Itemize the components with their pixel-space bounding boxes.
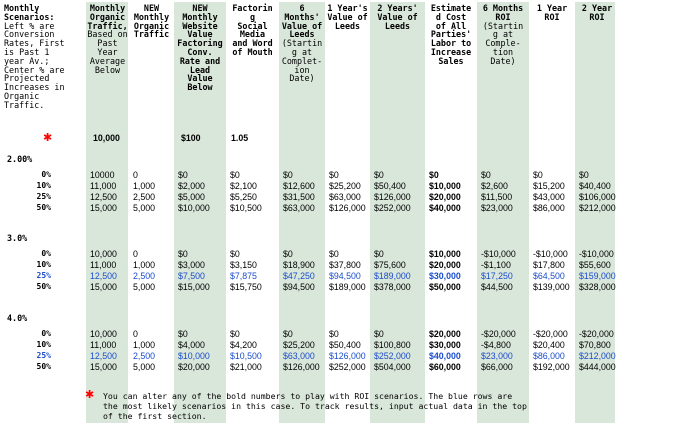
cell-one-year-roi: $64,500 xyxy=(533,271,565,281)
cell-one-year-value: $189,000 xyxy=(329,282,366,292)
cell-social-media: $0 xyxy=(230,170,240,180)
cell-six-months-roi: $23,000 xyxy=(481,351,513,361)
cell-two-year-roi: $328,000 xyxy=(579,282,616,292)
cell-new-organic-traffic: 1,000 xyxy=(133,260,156,270)
cell-organic-traffic: 11,000 xyxy=(90,181,117,191)
cell-two-years-value: $252,000 xyxy=(374,351,411,361)
cell-labor-cost: $20,000 xyxy=(429,260,461,270)
cell-social-media: $3,150 xyxy=(230,260,257,270)
cell-website-value: $5,000 xyxy=(178,192,205,202)
column-header-organic-traffic xyxy=(87,4,128,74)
cell-labor-cost: $20,000 xyxy=(429,192,461,202)
cell-one-year-roi: $17,800 xyxy=(533,260,565,270)
cell-labor-cost: $30,000 xyxy=(429,340,461,350)
cell-two-year-roi: $444,000 xyxy=(579,362,616,372)
cell-two-year-roi: $212,000 xyxy=(579,351,616,361)
cell-organic-traffic: 10,000 xyxy=(90,249,117,259)
cell-labor-cost: $10,000 xyxy=(429,249,461,259)
cell-one-year-roi: $20,400 xyxy=(533,340,565,350)
cell-website-value: $15,000 xyxy=(178,282,210,292)
cell-website-value: $0 xyxy=(178,329,188,339)
cell-organic-traffic: 12,500 xyxy=(90,192,117,202)
cell-six-months-roi: -$4,800 xyxy=(481,340,511,350)
cell-website-value: $10,000 xyxy=(178,203,210,213)
column-header-six-months-roi-title: 6 Months ROI xyxy=(482,3,524,22)
scenario-row-percent: 25% xyxy=(36,271,51,280)
cell-six-months-value: $63,000 xyxy=(283,351,315,361)
cell-organic-traffic: 11,000 xyxy=(90,340,117,350)
cell-social-media: $10,500 xyxy=(230,351,262,361)
cell-labor-cost: $40,000 xyxy=(429,351,461,361)
input-lead-value: $100 xyxy=(181,133,201,143)
column-header-social-media-title: Factorin g Social Media and Word of Mouth xyxy=(232,3,273,57)
cell-website-value: $2,000 xyxy=(178,181,205,191)
cell-six-months-value: $126,000 xyxy=(283,362,320,372)
cell-social-media: $15,750 xyxy=(230,282,262,292)
cell-six-months-roi: -$10,000 xyxy=(481,249,516,259)
cell-new-organic-traffic: 5,000 xyxy=(133,362,156,372)
cell-six-months-value: $0 xyxy=(283,170,293,180)
column-header-two-year-roi-title: 2 Year ROI xyxy=(581,3,613,22)
cell-website-value: $3,000 xyxy=(178,260,205,270)
cell-one-year-roi: $0 xyxy=(533,170,543,180)
column-header-scenario-label-detail: Left % are Conversion Rates, First is Past 1 year Av.; Center % are Projected Increases in Organic Traffic. xyxy=(4,20,65,110)
cell-new-organic-traffic: 1,000 xyxy=(133,340,156,350)
cell-new-organic-traffic: 2,500 xyxy=(133,271,156,281)
cell-two-years-value: $0 xyxy=(374,249,384,259)
cell-one-year-value: $126,000 xyxy=(329,203,366,213)
cell-one-year-roi: $192,000 xyxy=(533,362,570,372)
column-header-one-year-value xyxy=(326,4,369,30)
cell-organic-traffic: 11,000 xyxy=(90,260,117,270)
cell-organic-traffic: 12,500 xyxy=(90,351,117,361)
column-header-one-year-roi-title: 1 Year ROI xyxy=(536,3,568,22)
cell-six-months-roi: $44,500 xyxy=(481,282,513,292)
cell-six-months-roi: $66,000 xyxy=(481,362,513,372)
column-header-two-years-value-title: 2 Years' Value of Leeds xyxy=(377,3,418,31)
scenario-row-percent: 10% xyxy=(36,340,51,349)
cell-organic-traffic: 10,000 xyxy=(90,329,117,339)
cell-new-organic-traffic: 0 xyxy=(133,249,138,259)
cell-one-year-value: $252,000 xyxy=(329,362,366,372)
cell-six-months-value: $25,200 xyxy=(283,340,315,350)
cell-two-year-roi: $70,800 xyxy=(579,340,611,350)
cell-social-media: $10,500 xyxy=(230,203,262,213)
scenario-row-percent: 50% xyxy=(36,282,51,291)
cell-labor-cost: $10,000 xyxy=(429,181,461,191)
scenario-row-percent: 0% xyxy=(41,329,51,338)
cell-website-value: $20,000 xyxy=(178,362,210,372)
column-header-six-months-value-detail: (Startin g at Complet- ion Date) xyxy=(281,38,323,84)
cell-one-year-value: $0 xyxy=(329,329,339,339)
cell-labor-cost: $20,000 xyxy=(429,329,461,339)
cell-social-media: $0 xyxy=(230,249,240,259)
cell-two-years-value: $189,000 xyxy=(374,271,411,281)
cell-new-organic-traffic: 0 xyxy=(133,170,138,180)
cell-one-year-value: $0 xyxy=(329,170,339,180)
cell-website-value: $4,000 xyxy=(178,340,205,350)
cell-one-year-value: $94,500 xyxy=(329,271,361,281)
cell-two-year-roi: $0 xyxy=(579,170,589,180)
cell-labor-cost: $0 xyxy=(429,170,439,180)
column-header-organic-traffic-title: Monthly Organic Traffic, xyxy=(87,3,128,31)
cell-six-months-roi: -$20,000 xyxy=(481,329,516,339)
cell-two-year-roi: $106,000 xyxy=(579,192,616,202)
scenario-group-label: 4.0% xyxy=(7,313,28,323)
cell-two-years-value: $0 xyxy=(374,329,384,339)
cell-new-organic-traffic: 2,500 xyxy=(133,192,156,202)
cell-website-value: $0 xyxy=(178,170,188,180)
column-header-labor-cost xyxy=(426,4,476,66)
column-header-website-value-title: NEW Monthly Website Value Factoring Conv. Rate and Lead Value Below xyxy=(177,3,223,93)
cell-website-value: $0 xyxy=(178,249,188,259)
cell-one-year-value: $63,000 xyxy=(329,192,361,202)
footnote-text: You can alter any of the bold numbers to play with ROI scenarios. The blue rows are the most likely scenarios in this case. To track results, input actual data in the top of the first section. xyxy=(103,391,527,422)
column-header-website-value xyxy=(175,4,225,92)
cell-one-year-roi: $15,200 xyxy=(533,181,565,191)
cell-six-months-roi: $23,000 xyxy=(481,203,513,213)
cell-social-media: $0 xyxy=(230,329,240,339)
cell-six-months-value: $18,900 xyxy=(283,260,315,270)
column-header-two-years-value xyxy=(371,4,424,30)
cell-six-months-value: $31,500 xyxy=(283,192,315,202)
cell-new-organic-traffic: 0 xyxy=(133,329,138,339)
cell-new-organic-traffic: 5,000 xyxy=(133,282,156,292)
scenario-group-label: 2.00% xyxy=(7,154,33,164)
cell-labor-cost: $30,000 xyxy=(429,271,461,281)
cell-two-years-value: $126,000 xyxy=(374,192,411,202)
cell-six-months-value: $0 xyxy=(283,329,293,339)
scenario-row-percent: 10% xyxy=(36,260,51,269)
cell-six-months-value: $94,500 xyxy=(283,282,315,292)
column-header-new-organic-traffic xyxy=(130,4,173,39)
cell-social-media: $7,875 xyxy=(230,271,257,281)
cell-six-months-roi: $11,500 xyxy=(481,192,513,202)
column-header-six-months-roi-detail: (Startin g at Comple- tion Date) xyxy=(482,20,524,66)
cell-two-year-roi: -$10,000 xyxy=(579,249,614,259)
cell-two-year-roi: $55,600 xyxy=(579,260,611,270)
cell-social-media: $5,250 xyxy=(230,192,257,202)
cell-one-year-roi: -$10,000 xyxy=(533,249,568,259)
cell-two-years-value: $0 xyxy=(374,170,384,180)
cell-new-organic-traffic: 5,000 xyxy=(133,203,156,213)
cell-website-value: $7,500 xyxy=(178,271,205,281)
input-row-star-icon: ✱ xyxy=(43,131,53,144)
scenario-group-label: 3.0% xyxy=(7,233,28,243)
column-header-six-months-roi xyxy=(478,4,528,66)
cell-two-years-value: $100,800 xyxy=(374,340,411,350)
column-header-new-organic-traffic-title: NEW Monthly Organic Traffic xyxy=(133,3,170,40)
cell-one-year-value: $25,200 xyxy=(329,181,361,191)
cell-two-years-value: $378,000 xyxy=(374,282,411,292)
cell-one-year-value: $126,000 xyxy=(329,351,366,361)
column-header-one-year-value-title: 1 Year's Value of Leeds xyxy=(327,3,368,31)
cell-six-months-roi: $2,600 xyxy=(481,181,508,191)
scenario-row-percent: 50% xyxy=(36,362,51,371)
input-monthly-traffic: 10,000 xyxy=(93,133,120,143)
cell-one-year-roi: $86,000 xyxy=(533,203,565,213)
cell-one-year-value: $50,400 xyxy=(329,340,361,350)
cell-two-years-value: $50,400 xyxy=(374,181,406,191)
cell-website-value: $10,000 xyxy=(178,351,210,361)
cell-six-months-roi: -$1,100 xyxy=(481,260,511,270)
cell-two-year-roi: -$20,000 xyxy=(579,329,614,339)
cell-one-year-roi: -$20,000 xyxy=(533,329,568,339)
scenario-row-percent: 25% xyxy=(36,192,51,201)
cell-organic-traffic: 15,000 xyxy=(90,282,117,292)
cell-social-media: $2,100 xyxy=(230,181,257,191)
cell-labor-cost: $60,000 xyxy=(429,362,461,372)
cell-social-media: $4,200 xyxy=(230,340,257,350)
column-header-scenario-label xyxy=(4,4,85,110)
cell-one-year-roi: $43,000 xyxy=(533,192,565,202)
input-social-factor: 1.05 xyxy=(231,133,249,143)
cell-labor-cost: $40,000 xyxy=(429,203,461,213)
column-header-scenario-label-title: Monthly Scenarios: xyxy=(4,3,55,22)
cell-two-year-roi: $159,000 xyxy=(579,271,616,281)
column-header-one-year-roi xyxy=(530,4,574,22)
cell-labor-cost: $50,000 xyxy=(429,282,461,292)
cell-two-years-value: $75,600 xyxy=(374,260,406,270)
cell-two-years-value: $504,000 xyxy=(374,362,411,372)
cell-one-year-roi: $86,000 xyxy=(533,351,565,361)
column-header-organic-traffic-detail: Based on Past Year Average Below xyxy=(87,29,128,75)
scenario-row-percent: 25% xyxy=(36,351,51,360)
column-header-two-year-roi xyxy=(576,4,618,22)
cell-organic-traffic: 12,500 xyxy=(90,271,117,281)
cell-six-months-value: $63,000 xyxy=(283,203,315,213)
column-header-six-months-value-title: 6 Months' Value of Leeds xyxy=(281,3,323,40)
cell-six-months-value: $12,600 xyxy=(283,181,315,191)
cell-one-year-value: $37,800 xyxy=(329,260,361,270)
footnote-star-icon: ✱ xyxy=(85,388,95,401)
cell-organic-traffic: 10000 xyxy=(90,170,115,180)
cell-social-media: $21,000 xyxy=(230,362,262,372)
scenario-row-percent: 0% xyxy=(41,249,51,258)
cell-two-year-roi: $212,000 xyxy=(579,203,616,213)
cell-six-months-roi: $0 xyxy=(481,170,491,180)
cell-one-year-value: $0 xyxy=(329,249,339,259)
cell-one-year-roi: $139,000 xyxy=(533,282,570,292)
scenario-row-percent: 10% xyxy=(36,181,51,190)
cell-two-years-value: $252,000 xyxy=(374,203,411,213)
cell-organic-traffic: 15,000 xyxy=(90,362,117,372)
scenario-row-percent: 0% xyxy=(41,170,51,179)
cell-six-months-value: $0 xyxy=(283,249,293,259)
column-header-six-months-value xyxy=(280,4,324,83)
scenario-row-percent: 50% xyxy=(36,203,51,212)
cell-six-months-value: $47,250 xyxy=(283,271,315,281)
cell-new-organic-traffic: 1,000 xyxy=(133,181,156,191)
cell-six-months-roi: $17,250 xyxy=(481,271,513,281)
column-header-social-media xyxy=(227,4,278,57)
cell-organic-traffic: 15,000 xyxy=(90,203,117,213)
column-header-labor-cost-title: Estimate d Cost of All Parties' Labor to Increase Sales xyxy=(430,3,472,66)
cell-two-year-roi: $40,400 xyxy=(579,181,611,191)
cell-new-organic-traffic: 2,500 xyxy=(133,351,156,361)
